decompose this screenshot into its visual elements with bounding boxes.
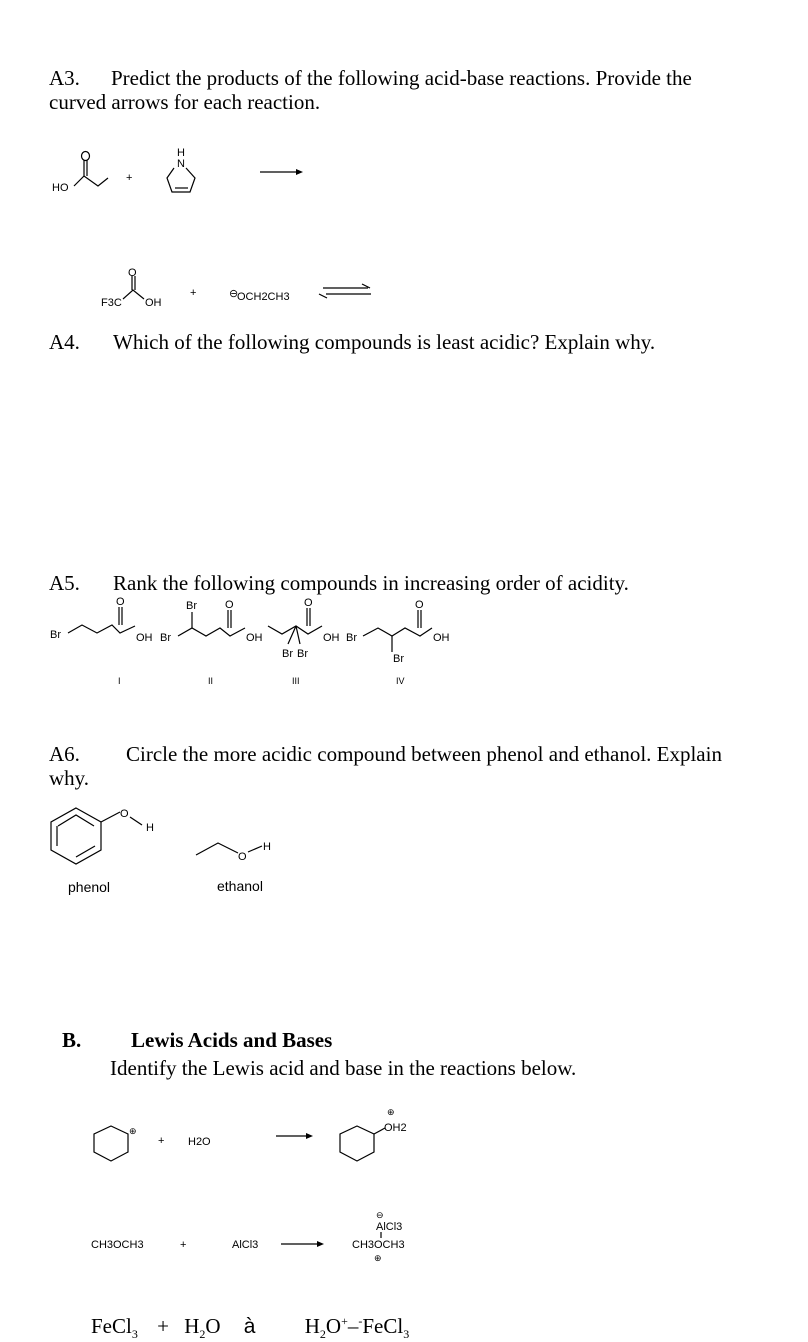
alcl3-label: AlCl3 (376, 1221, 403, 1233)
compound-i-structure (50, 596, 153, 644)
ethanol-caption: ethanol (217, 878, 263, 894)
negative-charge-icon: ⊖ (229, 288, 239, 300)
plus-sign: + (180, 1239, 187, 1251)
plus-sign: + (158, 1135, 165, 1147)
question-text: Rank the following compounds in increasing order of acidity. (113, 571, 629, 595)
h-label: H (263, 841, 271, 853)
arrow-glyph: à (243, 1315, 256, 1338)
o-label: O (304, 597, 313, 609)
h-label: H (177, 147, 185, 159)
ethoxide-label: OCH2CH3 (237, 291, 290, 303)
question-a6 (49, 742, 722, 790)
f3c-label: F3C (101, 297, 122, 309)
o-label: O (415, 599, 424, 611)
compound-iii-structure (268, 597, 340, 660)
compound-ii-structure (160, 599, 263, 644)
n-label: N (177, 158, 185, 170)
water-label: H2O (188, 1136, 211, 1148)
o-label: O (116, 596, 125, 608)
ho-label: HO (52, 182, 69, 194)
br-label: Br (393, 653, 404, 665)
question-a5 (49, 571, 629, 595)
roman-label-iv: IV (396, 676, 405, 686)
question-number: A3. (49, 66, 80, 90)
oh-label: OH (136, 632, 153, 644)
positive-charge-icon: ⊕ (374, 1253, 382, 1263)
question-text: Circle the more acidic compound between phenol and ethanol. Explain (126, 742, 722, 766)
question-text-cont: curved arrows for each reaction. (49, 90, 321, 114)
section-title: Lewis Acids and Bases (131, 1028, 333, 1052)
o-label: O (238, 851, 247, 863)
question-number: A6. (49, 742, 80, 766)
section-number: B. (62, 1028, 82, 1052)
br-label: Br (160, 632, 171, 644)
br-label: Br (50, 629, 61, 641)
section-b-heading (62, 1028, 332, 1052)
o-label: O (120, 808, 129, 820)
roman-label-i: I (118, 676, 121, 686)
br-label: Br (346, 632, 357, 644)
roman-label-ii: II (208, 676, 214, 686)
protonated-cyclohexanol-structure (340, 1107, 407, 1161)
oh-label: OH (246, 632, 263, 644)
fecl3-text: FeCl (91, 1314, 132, 1338)
complex-ether-label: CH3OCH3 (352, 1239, 405, 1251)
question-text-cont: why. (49, 766, 90, 790)
cyclohexyl-cation-structure (94, 1126, 137, 1161)
alcl3-label: AlCl3 (232, 1239, 259, 1251)
o-label: O (128, 267, 137, 279)
question-number: A4. (49, 330, 80, 354)
phenol-caption: phenol (68, 879, 111, 895)
br-label: Br (186, 600, 197, 612)
question-number: A5. (49, 571, 80, 595)
ethanol-structure (196, 841, 271, 863)
br-label: Br (297, 648, 308, 660)
pyrroline-structure (167, 147, 195, 192)
positive-charge-icon: ⊕ (387, 1107, 395, 1117)
question-a4 (49, 330, 655, 354)
roman-label-iii: III (292, 676, 300, 686)
negative-charge-icon: ⊖ (376, 1210, 384, 1220)
plus-sign: + (157, 1314, 169, 1338)
dimethyl-ether-label: CH3OCH3 (91, 1239, 144, 1251)
oh2-label: OH2 (384, 1122, 407, 1134)
acetic-acid-structure (52, 152, 108, 195)
positive-charge-icon: ⊕ (129, 1126, 137, 1136)
section-b-instructions: Identify the Lewis acid and base in the reactions below. (110, 1056, 577, 1080)
trifluoroacetic-acid-structure (101, 267, 162, 309)
question-text: Predict the products of the following acid-base reactions. Provide the (111, 66, 692, 90)
plus-sign: + (190, 287, 197, 299)
compound-iv-structure (346, 599, 450, 665)
oh-label: OH (145, 297, 162, 309)
oh-label: OH (323, 632, 340, 644)
fecl3-equation: FeCl$_3$ + $H_2O$ à $H_2O^+-^-FeCl_3$ (91, 1314, 410, 1342)
o-label: O (225, 599, 234, 611)
question-text: Which of the following compounds is least acidic? Explain why. (113, 330, 656, 354)
h-label: H (146, 822, 154, 834)
oh-label: OH (433, 632, 450, 644)
phenol-structure (51, 808, 154, 864)
plus-sign: + (126, 172, 133, 184)
br-label: Br (282, 648, 293, 660)
